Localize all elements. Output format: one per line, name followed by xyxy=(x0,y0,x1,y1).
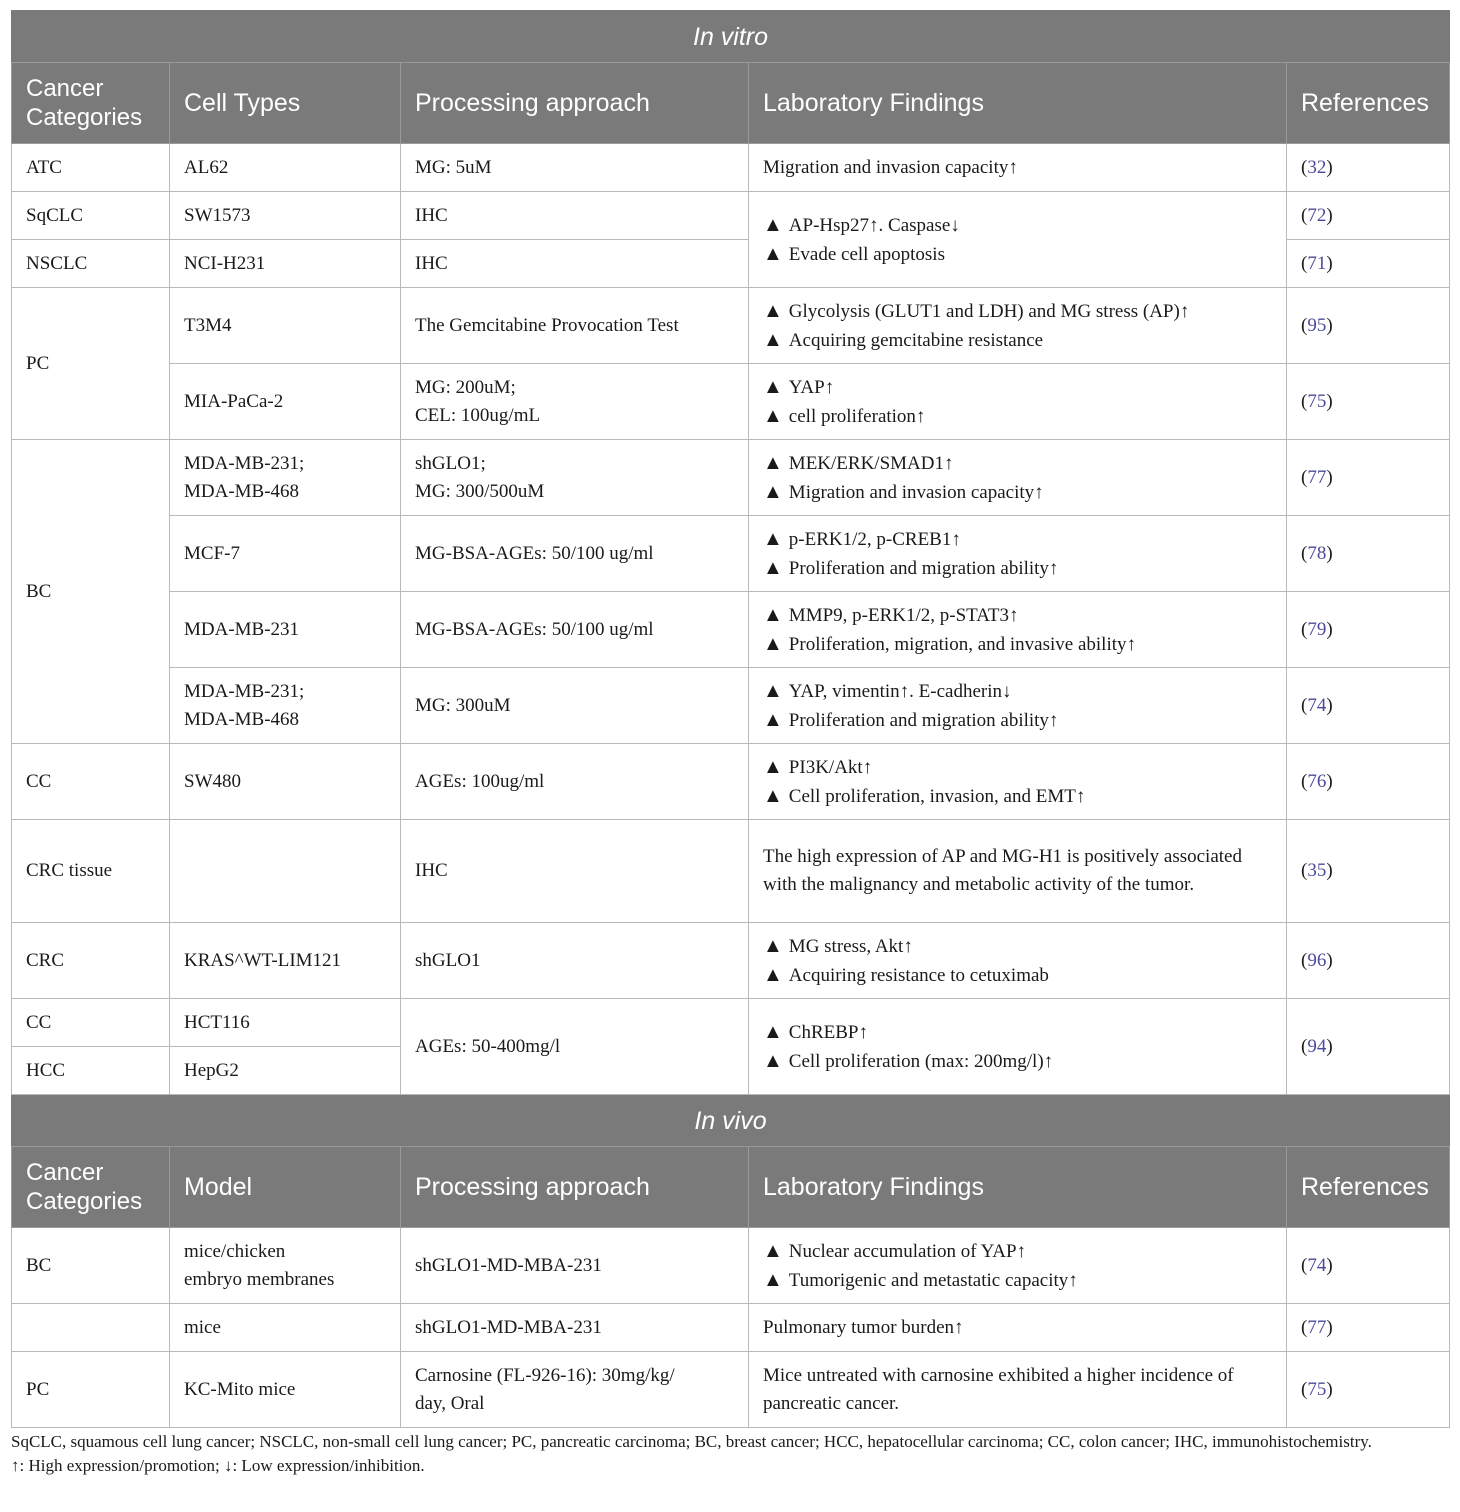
cell-line: ATC xyxy=(26,156,62,178)
triangle-bullet-icon: ▲ xyxy=(763,1049,783,1072)
paren: ) xyxy=(1326,390,1333,412)
finding-bullet: ▲ PI3K/Akt↑ xyxy=(763,755,873,778)
triangle-bullet-icon: ▲ xyxy=(763,480,783,503)
cell-line: AGEs: 100ug/ml xyxy=(415,770,545,792)
model xyxy=(170,1352,401,1428)
finding-bullet: ▲ Migration and invasion capacity↑ xyxy=(763,480,1044,503)
cell-line: shGLO1; xyxy=(415,452,486,474)
in-vivo-header xyxy=(12,1147,1450,1228)
processing-approach xyxy=(401,364,749,440)
cell-line: IHC xyxy=(415,252,448,274)
finding-bullet: ▲ Nuclear accumulation of YAP↑ xyxy=(763,1239,1027,1262)
reference-link: 76 xyxy=(1307,770,1327,792)
cancer-category xyxy=(12,1352,170,1428)
cell-line: MIA-PaCa-2 xyxy=(184,390,284,412)
cell-type xyxy=(170,923,401,999)
cell-line: PC xyxy=(26,1378,50,1400)
paren: ( xyxy=(1301,204,1308,226)
paren: ( xyxy=(1301,252,1308,274)
processing-approach xyxy=(401,440,749,516)
paren: ( xyxy=(1301,1035,1308,1057)
table-row xyxy=(12,192,1450,240)
processing-approach xyxy=(401,1228,749,1304)
findings-cell xyxy=(749,923,1287,999)
cell-line: SqCLC xyxy=(26,204,84,226)
triangle-bullet-icon: ▲ xyxy=(763,328,783,351)
cell-line: Carnosine (FL-926-16): 30mg/kg/ xyxy=(415,1364,675,1386)
cancer-category xyxy=(12,999,170,1047)
cancer-category xyxy=(12,288,170,440)
triangle-bullet-icon: ▲ xyxy=(763,1268,783,1291)
finding-text: The high expression of AP and MG-H1 is positively associated with the malignancy and metabolic activity of the tumor. xyxy=(763,846,1242,895)
cell-line: AL62 xyxy=(184,156,229,178)
cell-type xyxy=(170,192,401,240)
cell-line: NSCLC xyxy=(26,252,88,274)
reference-link: 78 xyxy=(1307,542,1327,564)
table-row xyxy=(12,1304,1450,1352)
cell-line: shGLO1 xyxy=(415,949,481,971)
reference-link: 74 xyxy=(1307,1254,1327,1276)
cell-type xyxy=(170,240,401,288)
cell-type xyxy=(170,144,401,192)
findings-cell xyxy=(749,1228,1287,1304)
cell-line: SW480 xyxy=(184,770,241,792)
column-header: References xyxy=(1287,63,1450,144)
column-header: Laboratory Findings xyxy=(749,63,1287,144)
table-row xyxy=(12,144,1450,192)
cell-line: IHC xyxy=(415,204,448,226)
reference-link: 75 xyxy=(1307,390,1327,412)
model xyxy=(170,1304,401,1352)
paren: ) xyxy=(1326,314,1333,336)
reference-cell xyxy=(1287,592,1450,668)
finding-bullet: ▲ AP-Hsp27↑. Caspase↓ xyxy=(763,213,960,236)
column-header: Cancer Categories xyxy=(12,63,170,144)
finding-bullet: ▲ Tumorigenic and metastatic capacity↑ xyxy=(763,1268,1078,1291)
findings-cell xyxy=(749,364,1287,440)
finding-bullet: ▲ p-ERK1/2, p-CREB1↑ xyxy=(763,527,961,550)
reference-link: 71 xyxy=(1307,252,1327,274)
paren: ) xyxy=(1326,770,1333,792)
processing-approach xyxy=(401,744,749,820)
cell-line: NCI-H231 xyxy=(184,252,266,274)
reference-cell xyxy=(1287,288,1450,364)
in-vitro-section xyxy=(12,11,1450,63)
cell-line: MG-BSA-AGEs: 50/100 ug/ml xyxy=(415,618,654,640)
reference-link: 32 xyxy=(1307,156,1327,178)
cell-line: shGLO1-MD-MBA-231 xyxy=(415,1316,602,1338)
finding-bullet: ▲ Cell proliferation (max: 200mg/l)↑ xyxy=(763,1049,1054,1072)
table-row xyxy=(12,999,1450,1047)
in-vivo-section xyxy=(12,1095,1450,1147)
triangle-bullet-icon: ▲ xyxy=(763,632,783,655)
table-footnotes xyxy=(11,1430,1449,1478)
model xyxy=(170,1228,401,1304)
reference-cell xyxy=(1287,1228,1450,1304)
reference-link: 94 xyxy=(1307,1035,1327,1057)
reference-cell xyxy=(1287,923,1450,999)
finding-bullet: ▲ MEK/ERK/SMAD1↑ xyxy=(763,451,954,474)
cell-line: MDA-MB-231 xyxy=(184,618,300,640)
table-row xyxy=(12,364,1450,440)
triangle-bullet-icon: ▲ xyxy=(763,375,783,398)
triangle-bullet-icon: ▲ xyxy=(763,242,783,265)
processing-approach xyxy=(401,240,749,288)
cell-line: CC xyxy=(26,1011,52,1033)
table-row xyxy=(12,1352,1450,1428)
finding-bullet: ▲ ChREBP↑ xyxy=(763,1020,868,1043)
cell-line: HCC xyxy=(26,1059,66,1081)
triangle-bullet-icon: ▲ xyxy=(763,299,783,322)
cell-type xyxy=(170,820,401,923)
finding-bullet: ▲ Proliferation and migration ability↑ xyxy=(763,708,1059,731)
cell-line: MG: 5uM xyxy=(415,156,492,178)
table-row xyxy=(12,440,1450,516)
table-row xyxy=(12,668,1450,744)
cell-line: The Gemcitabine Provocation Test xyxy=(415,314,679,336)
triangle-bullet-icon: ▲ xyxy=(763,755,783,778)
paren: ( xyxy=(1301,542,1308,564)
cell-line: mice xyxy=(184,1316,221,1338)
reference-cell xyxy=(1287,1304,1450,1352)
processing-approach xyxy=(401,668,749,744)
finding-bullet: ▲ Glycolysis (GLUT1 and LDH) and MG stress (AP)↑ xyxy=(763,299,1190,322)
reference-cell xyxy=(1287,999,1450,1095)
column-header: Cell Types xyxy=(170,63,401,144)
cancer-category xyxy=(12,144,170,192)
paren: ) xyxy=(1326,466,1333,488)
reference-cell xyxy=(1287,668,1450,744)
cell-line: CEL: 100ug/mL xyxy=(415,404,541,426)
column-header: Processing approach xyxy=(401,63,749,144)
cell-line: MG: 300uM xyxy=(415,694,511,716)
reference-link: 75 xyxy=(1307,1378,1327,1400)
cancer-category xyxy=(12,744,170,820)
finding-text: Mice untreated with carnosine exhibited a higher incidence of pancreatic cancer. xyxy=(763,1364,1234,1414)
paren: ( xyxy=(1301,694,1308,716)
cell-line: MG: 200uM; xyxy=(415,376,516,398)
cell-line: MDA-MB-468 xyxy=(184,480,300,502)
finding-bullet: ▲ Cell proliferation, invasion, and EMT↑ xyxy=(763,784,1086,807)
column-header: Cancer Categories xyxy=(12,1147,170,1228)
paren: ) xyxy=(1326,618,1333,640)
finding-bullet: ▲ Proliferation, migration, and invasive ability↑ xyxy=(763,632,1137,655)
finding-bullet: ▲ MMP9, p-ERK1/2, p-STAT3↑ xyxy=(763,603,1019,626)
paren: ) xyxy=(1326,1035,1333,1057)
reference-link: 35 xyxy=(1307,860,1327,881)
cell-line: mice/chicken xyxy=(184,1240,286,1262)
cell-type xyxy=(170,440,401,516)
in-vivo-section-title: In vivo xyxy=(12,1095,1450,1147)
paren: ( xyxy=(1301,618,1308,640)
reference-cell xyxy=(1287,516,1450,592)
reference-link: 95 xyxy=(1307,314,1327,336)
findings-cell xyxy=(749,999,1287,1095)
processing-approach xyxy=(401,144,749,192)
cancer-category xyxy=(12,1304,170,1352)
reference-link: 77 xyxy=(1307,466,1327,488)
cell-line: MDA-MB-468 xyxy=(184,708,300,730)
paren: ) xyxy=(1326,252,1333,274)
reference-cell xyxy=(1287,744,1450,820)
triangle-bullet-icon: ▲ xyxy=(763,404,783,427)
triangle-bullet-icon: ▲ xyxy=(763,708,783,731)
cell-line: IHC xyxy=(415,860,448,881)
triangle-bullet-icon: ▲ xyxy=(763,679,783,702)
finding-bullet: ▲ Evade cell apoptosis xyxy=(763,242,945,265)
reference-link: 79 xyxy=(1307,618,1327,640)
processing-approach xyxy=(401,1352,749,1428)
paren: ) xyxy=(1326,1378,1333,1400)
triangle-bullet-icon: ▲ xyxy=(763,934,783,957)
reference-cell xyxy=(1287,192,1450,240)
triangle-bullet-icon: ▲ xyxy=(763,1239,783,1262)
reference-link: 96 xyxy=(1307,949,1327,971)
reference-link: 72 xyxy=(1307,204,1327,226)
finding-bullet: ▲ Acquiring resistance to cetuximab xyxy=(763,963,1049,986)
column-header: Model xyxy=(170,1147,401,1228)
findings-cell xyxy=(749,516,1287,592)
cancer-category xyxy=(12,192,170,240)
findings-cell xyxy=(749,1352,1287,1428)
paren: ( xyxy=(1301,770,1308,792)
triangle-bullet-icon: ▲ xyxy=(763,603,783,626)
reference-cell xyxy=(1287,364,1450,440)
reference-cell xyxy=(1287,240,1450,288)
triangle-bullet-icon: ▲ xyxy=(763,527,783,550)
cell-type xyxy=(170,1047,401,1095)
finding-text: Migration and invasion capacity↑ xyxy=(763,156,1018,178)
paren: ( xyxy=(1301,1254,1308,1276)
cell-line: CRC xyxy=(26,949,65,971)
paren: ( xyxy=(1301,1316,1308,1338)
finding-bullet: ▲ YAP↑ xyxy=(763,375,835,398)
paren: ) xyxy=(1326,1254,1333,1276)
paren: ) xyxy=(1326,204,1333,226)
cell-type xyxy=(170,288,401,364)
processing-approach xyxy=(401,516,749,592)
abbreviations-note: SqCLC, squamous cell lung cancer; NSCLC, non-small cell lung cancer; PC, pancreatic carcinoma; BC, breast cancer; HCC, hepatocellular carcinoma; CC, colon cancer; IHC, immunohistochemistry. xyxy=(11,1432,1372,1451)
paren: ( xyxy=(1301,860,1308,881)
table-wrapper xyxy=(11,10,1449,1428)
cancer-category xyxy=(12,440,170,744)
findings-cell xyxy=(749,744,1287,820)
triangle-bullet-icon: ▲ xyxy=(763,451,783,474)
in-vitro-section-title: In vitro xyxy=(12,11,1450,63)
processing-approach xyxy=(401,1304,749,1352)
column-header: Processing approach xyxy=(401,1147,749,1228)
finding-bullet: ▲ Acquiring gemcitabine resistance xyxy=(763,328,1044,351)
cell-line: AGEs: 50-400mg/l xyxy=(415,1035,561,1057)
cancer-category xyxy=(12,820,170,923)
paren: ( xyxy=(1301,1378,1308,1400)
paren: ) xyxy=(1326,156,1333,178)
findings-cell xyxy=(749,192,1287,288)
reference-link: 74 xyxy=(1307,694,1327,716)
findings-cell xyxy=(749,288,1287,364)
cell-line: MDA-MB-231; xyxy=(184,452,305,474)
column-header: Laboratory Findings xyxy=(749,1147,1287,1228)
table-row xyxy=(12,820,1450,923)
cell-line: day, Oral xyxy=(415,1392,485,1414)
table-row xyxy=(12,516,1450,592)
cancer-category xyxy=(12,923,170,999)
reference-cell xyxy=(1287,1352,1450,1428)
paren: ) xyxy=(1326,1316,1333,1338)
findings-cell xyxy=(749,1304,1287,1352)
paren: ) xyxy=(1326,542,1333,564)
findings-cell xyxy=(749,592,1287,668)
findings-cell xyxy=(749,668,1287,744)
triangle-bullet-icon: ▲ xyxy=(763,784,783,807)
cell-line: MCF-7 xyxy=(184,542,240,564)
findings-cell xyxy=(749,144,1287,192)
cell-type xyxy=(170,999,401,1047)
cell-line: KC-Mito mice xyxy=(184,1378,296,1400)
table-row xyxy=(12,1228,1450,1304)
reference-cell xyxy=(1287,144,1450,192)
reference-cell xyxy=(1287,820,1450,923)
cell-line: shGLO1-MD-MBA-231 xyxy=(415,1254,602,1276)
arrows-note: ↑: High expression/promotion; ↓: Low expression/inhibition. xyxy=(11,1456,425,1475)
processing-approach xyxy=(401,592,749,668)
cancer-category xyxy=(12,1047,170,1095)
cell-line: BC xyxy=(26,1254,52,1276)
cancer-category xyxy=(12,240,170,288)
finding-bullet: ▲ Proliferation and migration ability↑ xyxy=(763,556,1059,579)
cell-type xyxy=(170,364,401,440)
triangle-bullet-icon: ▲ xyxy=(763,1020,783,1043)
paren: ( xyxy=(1301,314,1308,336)
paren: ( xyxy=(1301,949,1308,971)
paren: ( xyxy=(1301,390,1308,412)
paren: ) xyxy=(1326,694,1333,716)
finding-text: Pulmonary tumor burden↑ xyxy=(763,1316,964,1338)
processing-approach xyxy=(401,192,749,240)
cell-line: MG: 300/500uM xyxy=(415,480,545,502)
cell-line: KRAS^WT-LIM121 xyxy=(184,949,342,971)
column-header: References xyxy=(1287,1147,1450,1228)
triangle-bullet-icon: ▲ xyxy=(763,213,783,236)
cell-line: CRC tissue xyxy=(26,860,113,881)
cell-line: HepG2 xyxy=(184,1059,239,1081)
paren: ) xyxy=(1326,860,1333,881)
cell-line: PC xyxy=(26,352,50,374)
cell-type xyxy=(170,516,401,592)
table-row xyxy=(12,592,1450,668)
cell-line: MDA-MB-231; xyxy=(184,680,305,702)
finding-bullet: ▲ MG stress, Akt↑ xyxy=(763,934,913,957)
in-vitro-header xyxy=(12,63,1450,144)
cell-line: SW1573 xyxy=(184,204,251,226)
processing-approach xyxy=(401,288,749,364)
triangle-bullet-icon: ▲ xyxy=(763,963,783,986)
table-row xyxy=(12,923,1450,999)
reference-cell xyxy=(1287,440,1450,516)
cell-type xyxy=(170,744,401,820)
cell-type xyxy=(170,592,401,668)
triangle-bullet-icon: ▲ xyxy=(763,556,783,579)
table-row xyxy=(12,288,1450,364)
processing-approach xyxy=(401,820,749,923)
cell-type xyxy=(170,668,401,744)
cancer-category xyxy=(12,1228,170,1304)
cell-line: HCT116 xyxy=(184,1011,250,1033)
finding-bullet: ▲ YAP, vimentin↑. E-cadherin↓ xyxy=(763,679,1012,702)
reference-link: 77 xyxy=(1307,1316,1327,1338)
paren: ( xyxy=(1301,466,1308,488)
cell-line: MG-BSA-AGEs: 50/100 ug/ml xyxy=(415,542,654,564)
cell-line: T3M4 xyxy=(184,314,232,336)
findings-table xyxy=(11,10,1450,1428)
paren: ( xyxy=(1301,156,1308,178)
finding-bullet: ▲ cell proliferation↑ xyxy=(763,404,926,427)
cell-line: CC xyxy=(26,770,52,792)
cell-line: BC xyxy=(26,580,52,602)
processing-approach xyxy=(401,999,749,1095)
table-row xyxy=(12,744,1450,820)
processing-approach xyxy=(401,923,749,999)
findings-cell xyxy=(749,440,1287,516)
paren: ) xyxy=(1326,949,1333,971)
findings-cell xyxy=(749,820,1287,923)
cell-line: embryo membranes xyxy=(184,1268,335,1290)
